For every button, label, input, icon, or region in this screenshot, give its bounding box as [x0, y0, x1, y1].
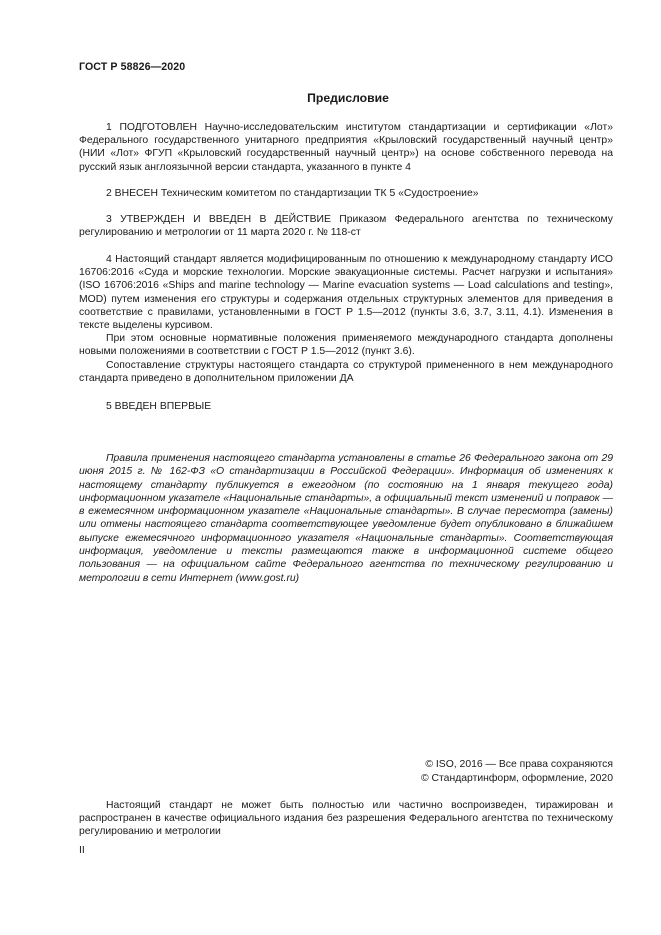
title-text: Предисловие [307, 91, 389, 105]
section-5-introduced: 5 ВВЕДЕН ВПЕРВЫЕ [106, 401, 212, 412]
rules-notice: Правила применения настоящего стандарта установлены в статье 26 Федерального закона от 29 июня 2015 г. № 162-ФЗ «О стандартизации в Российской Федерации». Информация об изменениях к настоящему стандарту публикуется в ежегодном (по состоянию на 1 января текущего года) информационном указателе «Национальные стандарты», а официальный текст изменений и поправок — в ежемесячном информационном указателе «Национальные стандарты». В случае пересмотра (замены) или отмены настоящего стандарта соответствующее уведомление будет опубликовано в ближайшем выпуске ежемесячного информационного указателя «Национальные стандарты». Соответствующая информация, уведомление и тексты размещаются также в информационной системе общего пользования — на официальном сайте Федерального агентства по техническому регулированию и метрологии в сети Интернет (www.gost.ru) [79, 453, 613, 584]
section-4-comparison: Сопоставление структуры настоящего стандарта со структурой примененного в нем международного стандарта приведено в дополнительном приложении ДА [79, 360, 613, 385]
reproduction-notice: Настоящий стандарт не может быть полностью или частично воспроизведен, тиражирован и распространен в качестве официального издания без разрешения Федерального агентства по техническому регулированию и метрологии [79, 800, 613, 838]
section-3-approved: 3 УТВЕРЖДЕН И ВВЕДЕН В ДЕЙСТВИЕ Приказом Федерального агентства по техническому регулированию и метрологии от 11 марта 2020 г. № 118-ст [79, 214, 613, 239]
section-4-modification: 4 Настоящий стандарт является модифицированным по отношению к международному стандарту ИСО 16706:2016 «Суда и морские технологии. Морские эвакуационные системы. Расчет нагрузки и испытания» (ISO 16706:2016 «Ships and marine technology — Marine evacuation systems — Load calculations and testing», MOD) путем изменения его структуры и содержания отдельных структурных элементов для приведения в соответствие с правилами, установленными в ГОСТ Р 1.5—2012 (пункты 3.6, 3.7, 3.11, 4.1). Изменения в тексте выделены курсивом. [79, 254, 613, 332]
document-page [79, 0, 613, 935]
copyright-standartinform: © Стандартинформ, оформление, 2020 [420, 773, 613, 784]
page-number: II [79, 845, 85, 856]
page-title [79, 92, 613, 105]
document-code: ГОСТ Р 58826—2020 [79, 61, 186, 73]
section-4-additions: При этом основные нормативные положения применяемого международного стандарта дополнены новыми положениями в соответствии с ГОСТ Р 1.5—2012 (пункт 3.6). [79, 333, 613, 358]
section-2-submitted: 2 ВНЕСЕН Техническим комитетом по стандартизации ТК 5 «Судостроение» [106, 188, 479, 199]
section-1-prepared: 1 ПОДГОТОВЛЕН Научно-исследовательским институтом стандартизации и сертификации «Лот» Федерального государственного унитарного предприятия «Крыловский государственный научный центр» (НИИ «Лот» ФГУП «Крыловский государственный научный центр») на основе собственного перевода на русский язык англоязычной версии стандарта, указанного в пункте 4 [79, 122, 613, 173]
copyright-iso: © ISO, 2016 — Все права сохраняются [425, 759, 613, 770]
